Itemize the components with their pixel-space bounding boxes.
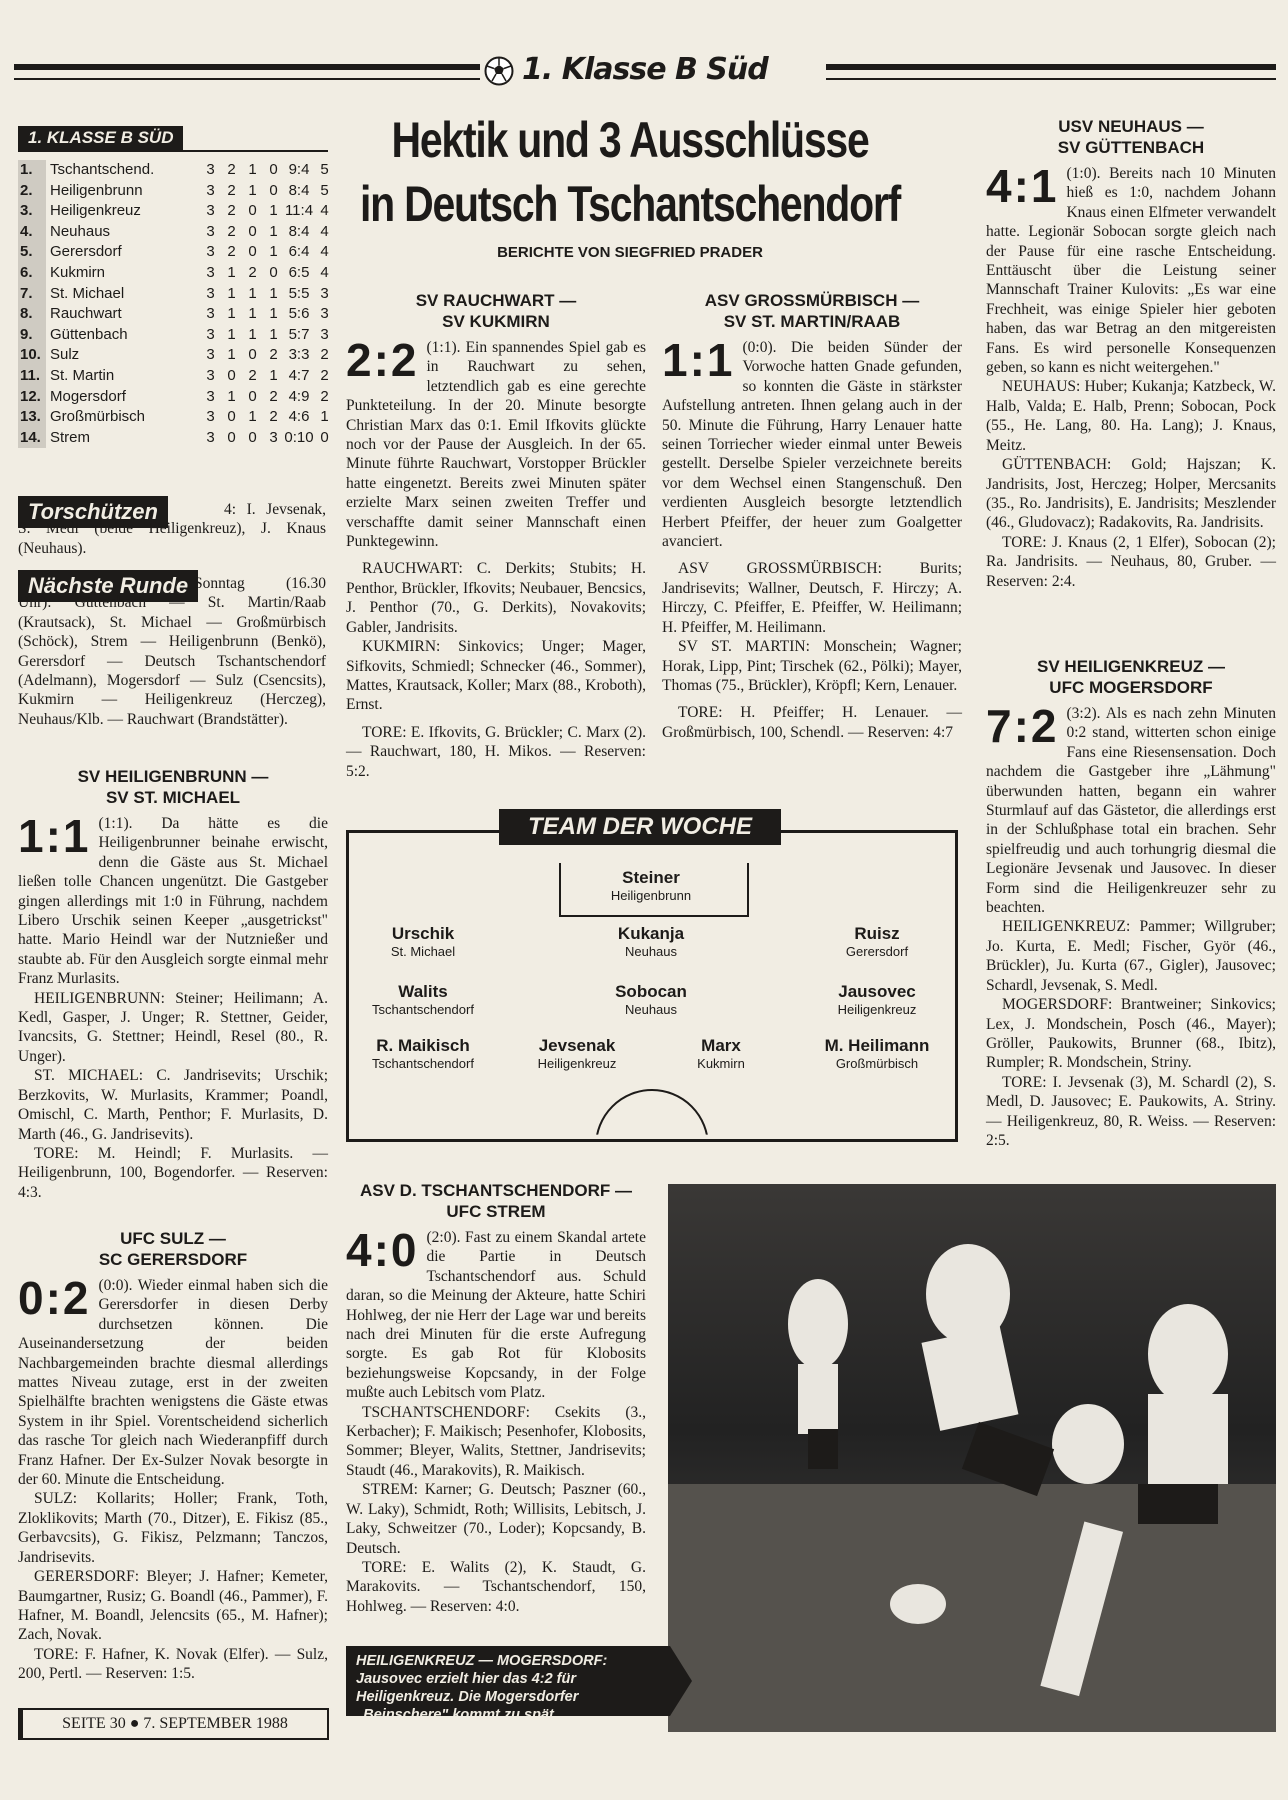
standings-cell-pos: 6.: [18, 263, 46, 284]
lineup-away: SV ST. MARTIN: Monschein; Wagner; Horak, Lipp, Pint; Tirschek (62., Pölki); Mayer, Thomas (75., Brückler), Kröpfl; Kern, Lenauer.: [662, 638, 962, 694]
standings-cell-w: 2: [227, 222, 236, 240]
game-title-home: ASV GROSSMÜRBISCH —: [704, 291, 920, 310]
standings-cell-n: 1: [269, 305, 278, 323]
naechste-runde-text: Sonntag (16.30 Uhr): Güttenbach — St. Martin/Raab (Krautsack), St. Michael — Großmürbisch (Schöck), Strem — Heiligenbrunn (Benkö), Gerersdorf — Deutsch Tschantschendorf (Adelmann), Mogersdorf — Sulz (Csencsits), Kukmirn — Heiligenkreuz (Herczeg), Neuhaus/Klb. — Rauchwart (Brandstätter).: [18, 575, 326, 728]
soccer-ball-icon: [484, 56, 514, 86]
game-score: 1:1: [18, 810, 91, 862]
standings-cell-w: 1: [227, 263, 236, 281]
standings-cell-w: 1: [227, 387, 236, 405]
standings-cell-s: 3: [206, 222, 215, 240]
standings-cell-team: St. Martin: [50, 366, 115, 384]
lineup-home: RAUCHWART: C. Derkits; Stubits; H. Penthor, Brückler, Ifkovits; Neubauer, Bencsics, J. Penthor (70., G. Derkits), Novakovits; Gabler, Jandrisits.: [346, 560, 646, 636]
player-att-4: M. Heilimann Großmürbisch: [824, 1036, 930, 1071]
page-footer: [18, 1708, 329, 1740]
standings-cell-u: 1: [248, 408, 257, 426]
standings-cell-n: 0: [269, 161, 278, 178]
lineup-away: GERERSDORF: Bleyer; J. Hafner; Kemeter, Baumgartner, Rusiz; G. Boandl (46., Pammer), F. Hafner, M. Boandl, Jelencsits (65., M. Hafner); Zach, Novak.: [18, 1568, 328, 1644]
lineup-home: HEILIGENBRUNN: Steiner; Heilimann; A. Kedl, Gasper, J. Unger; R. Stettner, Geider, Ivancsits, G. Stettner; Heindl, Resel (80., R. Unger).: [18, 989, 328, 1065]
standings-cell-p: 3: [320, 284, 329, 302]
standings-cell-u: 1: [248, 181, 257, 199]
game-score: 1:1: [662, 334, 735, 386]
goals-info: TORE: J. Knaus (2, 1 Elfer), Sobocan (2); Ra. Jandrisits. — Neuhaus, 80, Gruber. — Reserven: 2:4.: [986, 533, 1276, 590]
standings-cell-s: 3: [206, 305, 215, 323]
standings-cell-pos: 12.: [18, 387, 46, 408]
standings-cell-w: 2: [227, 161, 236, 178]
standings-cell-tore: 9:4: [288, 161, 310, 178]
standings-row: [18, 160, 338, 181]
player-att-1: R. Maikisch Tschantschendorf: [372, 1036, 474, 1071]
standings-cell-p: 5: [320, 181, 329, 199]
standings-label: 1. KLASSE B SÜD: [18, 126, 183, 150]
game-report: (1:1). Da hätte es die Heiligenbrunner beinahe erwischt, denn die Gäste aus St. Michael ließen tolle Chancen ungenützt. Die Gastgeber gingen allerdings mit 1:0 in Führung, nachdem Libero Urschik seinen Keeper „ausgetrickst" hatte. Mario Heindl war der Nutznießer und staubte ab. Für den Ausgleich sorgte einmal mehr Franz Murlasits.: [18, 815, 328, 988]
game-title-away: SV KUKMIRN: [442, 312, 550, 331]
standings-row: [18, 304, 338, 325]
standings-cell-u: 1: [248, 325, 257, 343]
game-grossmuerbisch: [662, 290, 962, 742]
standings-cell-tore: 0:10: [284, 428, 314, 446]
standings-cell-tore: 6:4: [288, 243, 310, 261]
standings-row: [18, 222, 338, 243]
player-gk: Steiner Heiligenbrunn: [610, 868, 692, 903]
standings-cell-tore: 5:7: [288, 325, 310, 343]
standings-cell-w: 2: [227, 202, 236, 220]
player-mid-left: Walits Tschantschendorf: [372, 982, 474, 1017]
lineup-home: ASV GROSSMÜRBISCH: Burits; Jandrisevits; Wallner, Deutsch, F. Hirczy; A. Hirczy, C. Pfeiffer, E. Pfeiffer, W. Heilimann; H. Pfeiffer, M. Heilimann.: [662, 560, 962, 636]
match-photo: [668, 1184, 1276, 1732]
goals-info: TORE: M. Heindl; F. Murlasits. — Heiligenbrunn, 100, Bogendorfer. — Reserven: 4:3.: [18, 1144, 328, 1201]
standings-cell-pos: 13.: [18, 407, 46, 428]
standings-cell-s: 3: [206, 428, 215, 446]
standings-cell-w: 1: [227, 284, 236, 302]
standings-cell-team: Strem: [50, 428, 91, 446]
standings-row: [18, 325, 338, 346]
standings-cell-p: 5: [320, 161, 329, 178]
lineup-home: HEILIGENKREUZ: Pammer; Willgruber; Jo. Kurta, E. Medl; Fischer, Györ (46., Brückler), Ju. Kurta (67., Gigler), Jausovec; Schardl, Jevsenak, S. Medl.: [986, 918, 1276, 994]
standings-cell-w: 2: [227, 243, 236, 261]
lineup-away: GÜTTENBACH: Gold; Hajszan; K. Jandrisits, Jost, Herczeg; Holper, Mercsanits (35., Ro. Jandrisits), E. Jandrisits; Meszlender (46., Gludovacz); Radakovits, Ra. Jandrisits.: [986, 456, 1276, 532]
player-def-center: Kukanja Neuhaus: [617, 924, 685, 959]
standings-cell-n: 1: [269, 284, 278, 302]
standings-cell-u: 0: [248, 202, 257, 220]
standings-cell-s: 3: [206, 181, 215, 199]
game-score: 2:2: [346, 334, 419, 386]
standings-cell-s: 3: [206, 346, 215, 364]
standings-cell-pos: 3.: [18, 201, 46, 222]
standings-cell-tore: 5:6: [288, 305, 310, 323]
player-att-2: Jevsenak Heiligenkreuz: [537, 1036, 617, 1071]
standings-cell-pos: 8.: [18, 304, 46, 325]
photo-caption-text: HEILIGENKREUZ — MOGERSDORF: Jausovec erzielt hier das 4:2 für Heiligenkreuz. Die Mogersdorfer „Beinschere" kommt zu spät.: [356, 1653, 608, 1723]
standings-row: [18, 181, 338, 202]
headline-line1: Hektik und 3 Ausschlüsse: [391, 112, 869, 168]
standings-cell-w: 0: [227, 408, 236, 426]
game-title-home: SV HEILIGENBRUNN —: [77, 767, 269, 786]
page-footer-text: SEITE 30 ● 7. SEPTEMBER 1988: [62, 1715, 288, 1732]
torschuetzen-label: Torschützen: [18, 496, 168, 528]
standings-cell-team: Sulz: [50, 346, 80, 364]
standings-cell-s: 3: [206, 161, 215, 178]
standings-cell-n: 1: [269, 222, 278, 240]
player-att-3: Marx Kukmirn: [697, 1036, 745, 1071]
standings-cell-p: 4: [320, 263, 329, 281]
standings-cell-n: 2: [269, 387, 278, 405]
standings-row: [18, 345, 338, 366]
game-title-away: UFC STREM: [446, 1202, 546, 1221]
lineup-home: SULZ: Kollarits; Holler; Frank, Toth, Zloklikovits; Marth (70., Ditzer), E. Fikisz (85., Gerbavcsits), G. Fikisz, Pelzmann; Tanczos, Jandrisevits.: [18, 1490, 328, 1566]
standings-cell-tore: 5:5: [288, 284, 310, 302]
photo-caption-arrow: [670, 1646, 692, 1716]
standings-cell-team: Heiligenbrunn: [50, 181, 143, 199]
standings-cell-u: 1: [248, 284, 257, 302]
standings-row: [18, 201, 338, 222]
goals-info: TORE: I. Jevsenak (3), M. Schardl (2), S. Medl, D. Jausovec; E. Paukowits, A. Striny. — Heiligenkreuz, 80, R. Weiss. — Reserven: 2:5.: [986, 1073, 1276, 1149]
standings-cell-p: 4: [320, 222, 329, 240]
standings-cell-team: Güttenbach: [50, 325, 128, 343]
lineup-away: STREM: Karner; G. Deutsch; Paszner (60., W. Laky), Schmidt, Roth; Willisits, Lebitsch, J. Laky, Schweitzer (70., Loder); Kopcsandy, B. Deutsch.: [346, 1481, 646, 1557]
standings-cell-team: Gerersdorf: [50, 243, 122, 261]
standings-cell-s: 3: [206, 263, 215, 281]
game-score: 4:0: [346, 1224, 419, 1276]
standings-cell-n: 1: [269, 202, 278, 220]
game-rauchwart: [346, 290, 646, 781]
standings-cell-pos: 4.: [18, 222, 46, 243]
standings-cell-p: 4: [320, 243, 329, 261]
player-def-left: Urschik St. Michael: [390, 924, 456, 959]
player-mid-right: Jausovec Heiligenkreuz: [837, 982, 917, 1017]
game-title-home: USV NEUHAUS —: [1058, 117, 1204, 136]
standings-cell-pos: 1.: [18, 160, 46, 181]
standings-row: [18, 428, 338, 449]
header-rule-left-thin: [14, 78, 480, 80]
game-sulz: [18, 1228, 328, 1684]
game-score: 7:2: [986, 700, 1059, 752]
standings-cell-p: 2: [320, 346, 329, 364]
standings-row: [18, 366, 338, 387]
game-heiligenkreuz: [986, 656, 1276, 1150]
standings-cell-team: Großmürbisch: [50, 408, 146, 426]
game-score: 0:2: [18, 1272, 91, 1324]
lineup-away: MOGERSDORF: Brantweiner; Sinkovics; Lex, J. Mondschein, Posch (46., Mayer); Gröller, Paukowits, Brunner (68., Ibitz), Rumpler; R. Mondschein, Striny.: [986, 996, 1276, 1072]
game-tschantschendorf: [346, 1180, 646, 1616]
game-report: (0:0). Wieder einmal haben sich die Gerersdorfer in diesen Derby durchsetzen können. Die Auseinandersetzung der beiden Nachbargemeinden brachte diesmal allerdings mattes Niveau zutage, erst in der zweiten Spielhälfte brachten wenigstens die Gäste etwas System in ihr Spiel. Vorentscheidend sicherlich das rasche Tor gleich nach Wiederanpfiff durch Franz Hafner. Der Ex-Sulzer Novak besorgte in der 60. Minute die Entscheidung.: [18, 1277, 328, 1489]
standings-cell-w: 1: [227, 346, 236, 364]
standings-cell-team: St. Michael: [50, 284, 125, 302]
standings-cell-w: 1: [227, 305, 236, 323]
naechste-runde-label: Nächste Runde: [18, 570, 198, 602]
standings-cell-u: 2: [248, 263, 257, 281]
standings-cell-team: Neuhaus: [50, 222, 111, 240]
photo-caption: [346, 1646, 670, 1723]
game-report: (1:0). Bereits nach 10 Minuten hieß es 1:0, nachdem Johann Knaus einen Elfmeter verwandelt hatte. Legionär Sobocan sorgte gleich nach der Pause für eine rasche Entscheidung. Enttäuscht über die Leistung seiner Mannschaft Trainer Kulovits: „Es war eine Frechheit, was einige Spieler hier geboten haben, das war Betrag an den mitgereisten Fans. Es wird personelle Konsequenzen geben, so kann es nicht weitergehen.": [986, 165, 1276, 377]
standings-cell-p: 3: [320, 305, 329, 323]
header-rule-left: [14, 64, 480, 70]
standings-cell-w: 1: [227, 325, 236, 343]
standings-cell-s: 3: [206, 202, 215, 220]
standings-cell-n: 3: [269, 428, 278, 446]
standings-cell-n: 0: [269, 263, 278, 281]
standings-row: [18, 387, 338, 408]
standings-cell-n: 1: [269, 366, 278, 384]
standings-cell-n: 0: [269, 181, 278, 199]
standings-cell-u: 0: [248, 428, 257, 446]
standings-cell-pos: 2.: [18, 181, 46, 202]
standings-cell-pos: 9.: [18, 325, 46, 346]
standings-cell-s: 3: [206, 325, 215, 343]
standings-cell-p: 0: [320, 428, 329, 446]
section-title: 1. Klasse B Süd: [522, 52, 768, 87]
lineup-home: TSCHANTSCHENDORF: Csekits (3., Kerbacher); F. Maikisch; Pesenhofer, Klobosits, Sommer; Bleyer, Walits, Stettner, Jandrisevits; Staudt (46., Marakovits), R. Maikisch.: [346, 1403, 646, 1479]
game-title-away: SC GERERSDORF: [98, 1250, 248, 1269]
game-title-home: UFC SULZ —: [120, 1229, 226, 1248]
standings-cell-s: 3: [206, 243, 215, 261]
standings-cell-u: 0: [248, 243, 257, 261]
standings-cell-w: 0: [227, 366, 236, 384]
standings-cell-team: Heiligenkreuz: [50, 202, 141, 220]
game-title-away: SV GÜTTENBACH: [1057, 138, 1205, 157]
standings-cell-tore: 8:4: [288, 222, 310, 240]
game-neuhaus: [986, 116, 1276, 591]
lineup-away: KUKMIRN: Sinkovics; Unger; Mager, Sifkovits, Schmiedl; Schnecker (46., Sommer), Mattes, Krautsack, Koller; Marx (88., Kroboth), Ernst.: [346, 638, 646, 714]
byline: BERICHTE VON SIEGFRIED PRADER: [497, 244, 763, 261]
standings-cell-s: 3: [206, 284, 215, 302]
standings-cell-tore: 4:9: [288, 387, 310, 405]
standings-cell-pos: 5.: [18, 242, 46, 263]
match-photo-illustration: [668, 1184, 1276, 1732]
standings-cell-tore: 8:4: [288, 181, 310, 199]
standings-row: [18, 284, 338, 305]
game-title-away: UFC MOGERSDORF: [1049, 678, 1213, 697]
standings-row: [18, 263, 338, 284]
standings-cell-n: 2: [269, 346, 278, 364]
goals-info: TORE: E. Walits (2), K. Staudt, G. Marakovits. — Tschantschendorf, 150, Hohlweg. — Reserven: 4:0.: [346, 1558, 646, 1615]
team-der-woche-label: TEAM DER WOCHE: [499, 809, 781, 845]
standings-rule: [18, 150, 328, 152]
game-heiligenbrunn: [18, 766, 328, 1202]
headline-line2: in Deutsch Tschantschendorf: [359, 176, 901, 232]
game-title-away: SV ST. MARTIN/RAAB: [723, 312, 901, 331]
lineup-home: NEUHAUS: Huber; Kukanja; Katzbeck, W. Halb, Valda; E. Halb, Prenn; Sobocan, Pock (55., He. Lang, 80. Ha. Lang); J. Knaus, Meitz.: [986, 378, 1276, 454]
standings-cell-u: 2: [248, 366, 257, 384]
standings-cell-p: 2: [320, 387, 329, 405]
standings-cell-tore: 4:6: [288, 408, 310, 426]
goals-info: TORE: E. Ifkovits, G. Brückler; C. Marx (2). — Rauchwart, 180, H. Mikos. — Reserven: 5:2.: [346, 723, 646, 780]
standings-row: [18, 407, 338, 428]
standings-cell-w: 0: [227, 428, 236, 446]
player-def-right: Ruisz Gerersdorf: [845, 924, 909, 959]
standings-cell-team: Mogersdorf: [50, 387, 126, 405]
standings-cell-team: Tschantschend.: [50, 161, 155, 178]
standings-table: [18, 160, 338, 448]
standings-cell-p: 2: [320, 366, 329, 384]
standings-cell-tore: 6:5: [288, 263, 310, 281]
game-title-away: SV ST. MICHAEL: [105, 788, 241, 807]
game-score: 4:1: [986, 160, 1059, 212]
standings-cell-tore: 4:7: [288, 366, 310, 384]
standings-cell-u: 0: [248, 222, 257, 240]
standings-cell-u: 1: [248, 161, 257, 178]
standings-cell-p: 4: [320, 202, 329, 220]
game-report: (2:0). Fast zu einem Skandal artete die Partie in Deutsch Tschantschendorf aus. Schuld daran, so die Meinung der Akteure, hatte Schiri Hohlweg, der nie Herr der Lage war und bereits nach drei Minuten für die erste Aufregung sorgte. Es gab Rot für Klobosits beziehungsweise Kopcsandy, in der Folge mußte auch Lebitsch vom Platz.: [346, 1229, 646, 1402]
standings-cell-w: 2: [227, 181, 236, 199]
standings-cell-s: 3: [206, 387, 215, 405]
standings-cell-u: 0: [248, 387, 257, 405]
game-title-home: ASV D. TSCHANTSCHENDORF —: [359, 1181, 632, 1200]
standings-cell-n: 1: [269, 325, 278, 343]
standings-cell-u: 0: [248, 346, 257, 364]
header-rule-right-thin: [826, 78, 1276, 80]
standings-row: [18, 242, 338, 263]
lineup-away: ST. MICHAEL: C. Jandrisevits; Urschik; Berzkovits, W. Murlasits, Krammer; Poandl, Omischl, C. Marth, Penthor; F. Murlasits, D. Marth (46., G. Jandrisevits).: [18, 1067, 328, 1143]
standings-cell-team: Kukmirn: [50, 263, 106, 281]
standings-cell-p: 3: [320, 325, 329, 343]
torschuetzen-text: 4: I. Jevsenak, S. Medl (beide Heiligenkreuz), J. Knaus (Neuhaus).: [18, 501, 326, 557]
standings-cell-pos: 7.: [18, 284, 46, 305]
player-mid-center: Sobocan Neuhaus: [615, 982, 687, 1017]
standings-cell-n: 1: [269, 243, 278, 261]
standings-cell-tore: 11:4: [284, 202, 314, 220]
standings-cell-pos: 11.: [18, 366, 46, 387]
game-report: (3:2). Als es nach zehn Minuten 0:2 stand, witterten schon einige Fans eine Riesensensation. Doch nachdem die Gastgeber ihre „Lähmung" überwunden hatten, begann ein wahrer Sturmlauf auf das Gästetor, die allerdings erst in der Schlußphase total ein brachen. Sehr spielfreudig und auch torhungrig diesmal die Legionäre Jevsenak und Jausovec. In dieser Form sind die Heiligenkreuzer sehr zu beachten.: [986, 705, 1276, 917]
game-title-home: SV RAUCHWART —: [415, 291, 577, 310]
standings-cell-s: 3: [206, 366, 215, 384]
header-rule-right: [826, 64, 1276, 70]
standings-cell-pos: 10.: [18, 345, 46, 366]
standings-cell-pos: 14.: [18, 428, 46, 449]
game-report: (0:0). Die beiden Sünder der Vorwoche hatten Gnade gefunden, so konnten die Gäste in stärkster Aufstellung antreten. Ihnen gelang auch in der 50. Minute die Führung, Harry Lenauer hatte seinen Torriecher wieder einmal unter Beweis gestellt. Derselbe Spieler verzeichnete bereits vor dem Wechsel einen Stangenschuß. Den verdienten Ausgleich besorgte letztendlich Herbert Pfeiffer, der heuer zum Goalgetter avanciert.: [662, 339, 962, 551]
standings-cell-s: 3: [206, 408, 215, 426]
standings-cell-n: 2: [269, 408, 278, 426]
game-report: (1:1). Ein spannendes Spiel gab es in Rauchwart zu sehen, letztendlich gab es eine gerechte Punkteteilung. In der 20. Minute besorgte Christian Marx das 0:1. Emil Ifkovits glückte noch vor der Pause der Ausgleich. In der 65. Minute führte Rauchwart, Vorstopper Brückler hatte eingenetzt. Bereits zwei Minuten später erzielte Marx seinen zweiten Treffer und verschaffte damit seiner Mannschaft einen Punktegewinn.: [346, 339, 646, 551]
standings-cell-u: 1: [248, 305, 257, 323]
standings-cell-p: 1: [320, 408, 329, 426]
standings-cell-team: Rauchwart: [50, 305, 122, 323]
standings-cell-tore: 3:3: [288, 346, 310, 364]
goals-info: TORE: H. Pfeiffer; H. Lenauer. — Großmürbisch, 100, Schendl. — Reserven: 4:7: [662, 704, 962, 741]
goals-info: TORE: F. Hafner, K. Novak (Elfer). — Sulz, 200, Pertl. — Reserven: 1:5.: [18, 1645, 328, 1683]
game-title-home: SV HEILIGENKREUZ —: [1037, 657, 1225, 676]
